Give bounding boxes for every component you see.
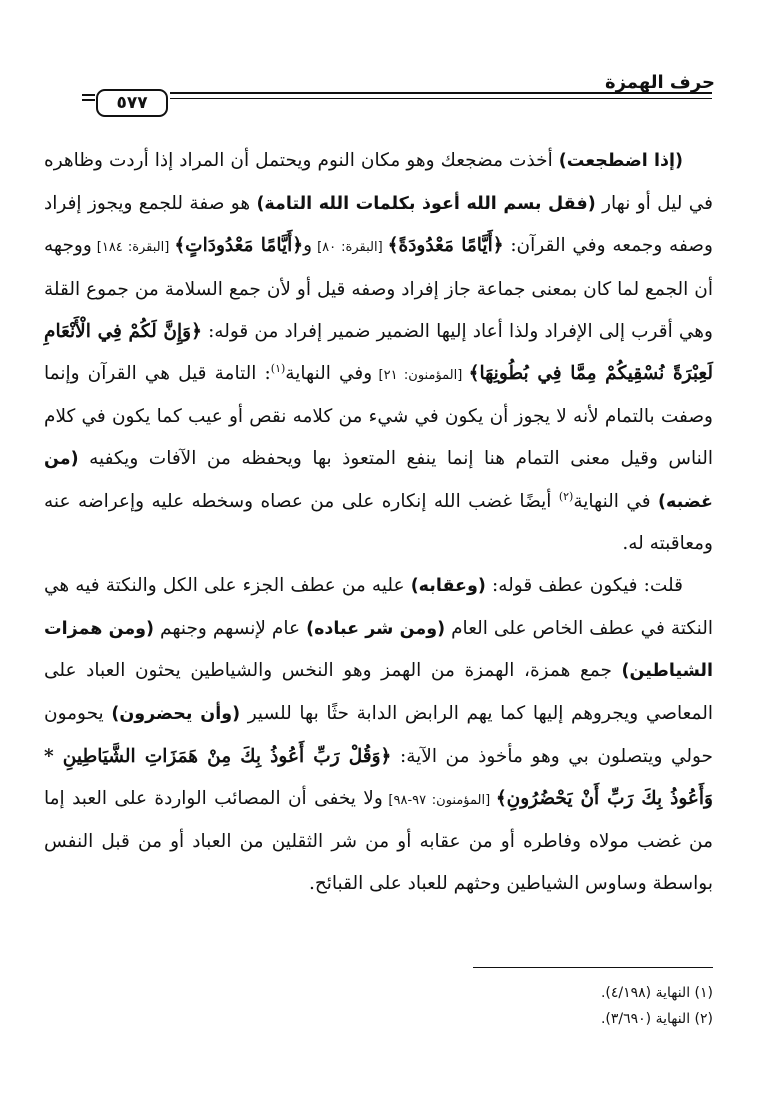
verse-reference: [المؤمنون: ٢١] [372,367,469,383]
footnote-marker: (٢) [558,489,574,503]
footnote-2: (٢) النهاية (٣/٦٩٠). [600,1011,713,1027]
page-number-badge [96,89,168,117]
text-run: وفي النهاية [285,362,373,384]
paragraph-1 [44,140,713,565]
text-run: و [303,235,313,257]
quran-verse: ﴿أَيَّامًا مَعْدُودَاتٍ﴾ [174,235,304,257]
footnote-rule [473,967,713,968]
verse-reference: [البقرة: ١٨٤] [91,240,175,256]
hadith-phrase: (فقل بسم الله أعوذ بكلمات الله التامة) [256,193,596,214]
text-run: قلت: فيكون عطف قوله: [485,575,683,597]
verse-reference: [البقرة: ٨٠] [312,240,388,256]
footnotes [53,980,713,1032]
text-run: ولا يخفى أن المصائب الواردة على العبد إما من غضب مولاه وفاطره أو من عقابه أو من شر الثقلين من العباد أو من قبل النفس بواسطة وساوس الشياطين وحثهم للعباد على القبائح. [44,787,713,894]
hadith-phrase: (ومن شر عباده) [306,618,446,639]
main-text [44,140,713,905]
hadith-phrase: (إذا اضطجعت) [558,151,683,171]
quran-verse: ﴿وَإِنَّ لَكُمْ فِي الْأَنْعَامِ لَعِبْرَةً نُسْقِيكُمْ مِمَّا فِي بُطُونِهَا﴾ [44,320,713,384]
text-run: : التامة قيل هي القرآن وإنما وصفت بالتمام لأنه لا يجوز أن يكون في شيء من كلامه نقص أو عيب كما يكون في كلام الناس وقيل معنى التمام هنا إنما ينفع المتعوذ بها ويحفظه من الآفات ويكفيه [44,362,713,469]
text-run: أخذت مضجعك وهو مكان النوم ويحتمل أن المراد إذا أردت وظاهره في ليل أو نهار [44,150,713,214]
footnote-1: (١) النهاية (٤/١٩٨). [600,985,713,1001]
text-run: في النهاية [573,490,659,512]
header-rule [170,92,712,99]
text-run: جمع همزة، الهمزة من الهمز وهو النخس والشياطين يحثون العباد على المعاصي ويجروهم إليها كما يهم الرابض الدابة حثًا بها للسير [44,660,714,725]
quran-verse: ﴿وَقُلْ رَبِّ أَعُوذُ بِكَ مِنْ هَمَزَاتِ الشَّيَاطِينِ * وَأَعُوذُ بِكَ رَبِّ أَنْ يَحْضُرُونِ﴾ [44,745,713,809]
text-run: هو صفة للجمع ويجوز إفراد وصفه وجمعه وفي القرآن: [44,192,713,257]
text-run: ووجهه أن الجمع لما كان بمعنى جماعة جاز إفراد وصفه قيل أو لأن جمع السلامة من جموع القلة وهي أقرب إلى الإفراد ولذا أعاد إليها الضمير ضمير إفراد من قوله: [44,235,713,342]
paragraph-2 [44,565,713,905]
text-run: عام لإنسهم وجنهم [154,617,307,639]
chapter-title: حرف الهمزة [604,72,715,93]
text-run: عليه من عطف الجزء على الكل والنكتة فيه هي النكتة في عطف الخاص على العام [44,575,713,639]
footnote-marker: (١) [270,361,286,375]
text-run: يحومون حولي ويتصلون بي وهو مأخوذ من الآية: [44,703,713,767]
hadith-phrase: (من غضبه) [44,448,713,512]
quran-verse: ﴿أَيَّامًا مَعْدُودَةً﴾ [387,235,504,257]
page-badge-ornament [82,94,95,107]
hadith-phrase: (وعقابه) [410,576,486,597]
verse-reference: [المؤمنون: ٩٧-٩٨] [382,792,496,808]
hadith-phrase: (ومن همزات الشياطين) [44,618,713,682]
hadith-phrase: (وأن يحضرون) [111,704,241,725]
page-number: ٥٧٧ [116,93,148,113]
text-run: أيضًا غضب الله إنكاره على من عصاه وسخطه عليه وإعراضه عنه ومعاقبته له. [44,490,713,555]
